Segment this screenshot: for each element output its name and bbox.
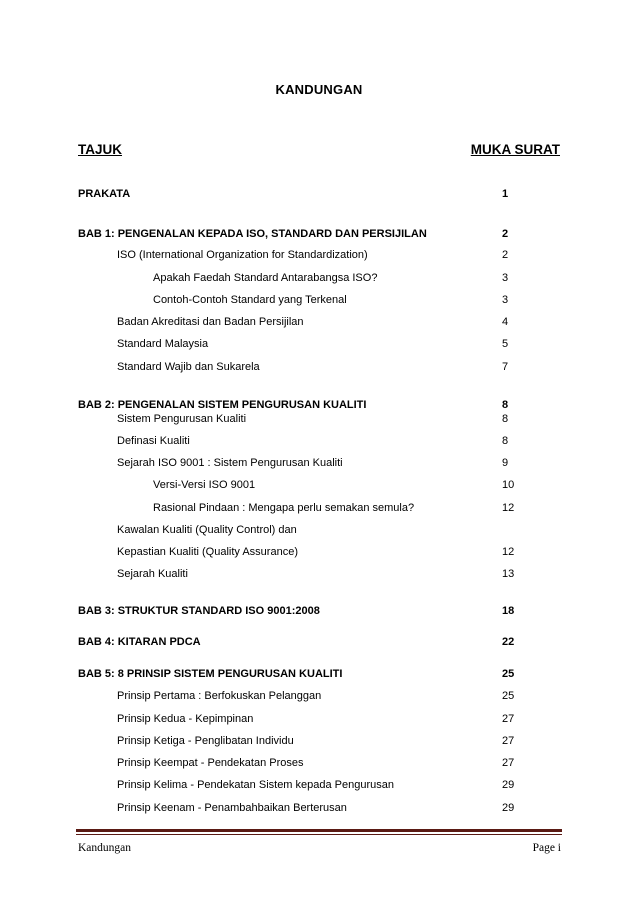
toc-entry-title: Definasi Kualiti: [117, 435, 190, 447]
toc-entry-page: 25: [502, 690, 515, 702]
toc-entry-title: PRAKATA: [78, 188, 131, 200]
toc-entry-title: BAB 5: 8 PRINSIP SISTEM PENGURUSAN KUALITI: [78, 668, 343, 680]
toc-entry-title: BAB 4: KITARAN PDCA: [78, 636, 201, 648]
toc-entry-page: 10: [502, 479, 515, 491]
page-title: KANDUNGAN: [275, 82, 363, 97]
toc-entry: [0, 603, 638, 619]
toc-entry-page: 12: [502, 502, 515, 514]
toc-entry-title: Sistem Pengurusan Kualiti: [117, 413, 247, 425]
toc-entry-title: Rasional Pindaan : Mengapa perlu semakan semula?: [153, 502, 415, 514]
toc-entry: [0, 477, 638, 493]
toc-entry: [0, 186, 638, 202]
toc-entry: [0, 247, 638, 263]
toc-entry-page: 8: [502, 435, 509, 447]
toc-entry-page: 5: [502, 338, 509, 350]
toc-entry-title: Standard Wajib dan Sukarela: [117, 361, 260, 373]
toc-entry-page: 2: [502, 228, 509, 240]
toc-entry-page: 29: [502, 802, 515, 814]
toc-entry: [0, 733, 638, 749]
footer-section-name: Kandungan: [78, 842, 132, 854]
toc-entry-page: 25: [502, 668, 515, 680]
toc-entry: [0, 500, 638, 516]
toc-entry-page: 8: [502, 413, 509, 425]
toc-entry-title: Apakah Faedah Standard Antarabangsa ISO?: [153, 272, 378, 284]
toc-entry: [0, 455, 638, 471]
toc-entry-title: Versi-Versi ISO 9001: [153, 479, 256, 491]
toc-entry: [0, 566, 638, 582]
toc-entry: [0, 359, 638, 375]
toc-entry-page: 18: [502, 605, 515, 617]
toc-entry: [0, 634, 638, 650]
toc-entry-page: 27: [502, 713, 515, 725]
toc-entry-page: 3: [502, 294, 509, 306]
toc-entry: [0, 711, 638, 727]
toc-entry-title: Kepastian Kualiti (Quality Assurance): [117, 546, 298, 558]
toc-entry-page: 27: [502, 735, 515, 747]
column-header-title: TAJUK: [78, 142, 123, 157]
footer-divider: [76, 829, 562, 832]
toc-entry-title: Prinsip Pertama : Berfokuskan Pelanggan: [117, 690, 322, 702]
toc-entry: [0, 314, 638, 330]
toc-entry: [0, 292, 638, 308]
toc-entry: [0, 755, 638, 771]
toc-entry-page: 27: [502, 757, 515, 769]
toc-entry-page: 3: [502, 272, 509, 284]
footer-divider-thin: [76, 834, 562, 835]
toc-entry-title: ISO (International Organization for Standardization): [117, 249, 368, 261]
toc-entry-page: 29: [502, 779, 515, 791]
toc-entry-page: 4: [502, 316, 509, 328]
toc-entry: [0, 226, 638, 242]
toc-entry: [0, 433, 638, 449]
toc-entry-page: 22: [502, 636, 515, 648]
toc-entry-page: 8: [502, 399, 509, 411]
toc-entry: [0, 666, 638, 682]
toc-entry-page: 12: [502, 546, 515, 558]
toc-entry-title: BAB 2: PENGENALAN SISTEM PENGURUSAN KUALITI: [78, 399, 367, 411]
toc-entry: [0, 270, 638, 286]
toc-entry: [0, 544, 638, 560]
toc-entry: [0, 522, 638, 538]
toc-entry-title: Prinsip Keempat - Pendekatan Proses: [117, 757, 304, 769]
footer-page-number: Page i: [532, 842, 561, 854]
toc-entry-title: Prinsip Ketiga - Penglibatan Individu: [117, 735, 294, 747]
toc-entry: [0, 411, 638, 427]
toc-entry-page: 7: [502, 361, 509, 373]
toc-entry-title: Prinsip Kelima - Pendekatan Sistem kepada Pengurusan: [117, 779, 394, 791]
toc-entry-title: Prinsip Keenam - Penambahbaikan Berterusan: [117, 802, 347, 814]
toc-entry-title: Prinsip Kedua - Kepimpinan: [117, 713, 254, 725]
toc-entry-page: 9: [502, 457, 509, 469]
toc-entry-title: Standard Malaysia: [117, 338, 209, 350]
toc-entry-page: 13: [502, 568, 515, 580]
toc-entry-page: 2: [502, 249, 509, 261]
toc-entry-title: Sejarah Kualiti: [117, 568, 188, 580]
toc-entry: [0, 688, 638, 704]
toc-entry: [0, 800, 638, 816]
toc-entry-title: Sejarah ISO 9001 : Sistem Pengurusan Kualiti: [117, 457, 343, 469]
toc-entry-title: Badan Akreditasi dan Badan Persijilan: [117, 316, 304, 328]
toc-entry: [0, 336, 638, 352]
toc-entry: [0, 777, 638, 793]
toc-entry-title: Kawalan Kualiti (Quality Control) dan: [117, 524, 297, 536]
column-header-page: MUKA SURAT: [470, 142, 560, 157]
toc-entry-title: BAB 1: PENGENALAN KEPADA ISO, STANDARD DAN PERSIJILAN: [78, 228, 427, 240]
toc-entry-title: Contoh-Contoh Standard yang Terkenal: [153, 294, 347, 306]
toc-entry-title: BAB 3: STRUKTUR STANDARD ISO 9001:2008: [78, 605, 320, 617]
toc-entry-page: 1: [502, 188, 509, 200]
